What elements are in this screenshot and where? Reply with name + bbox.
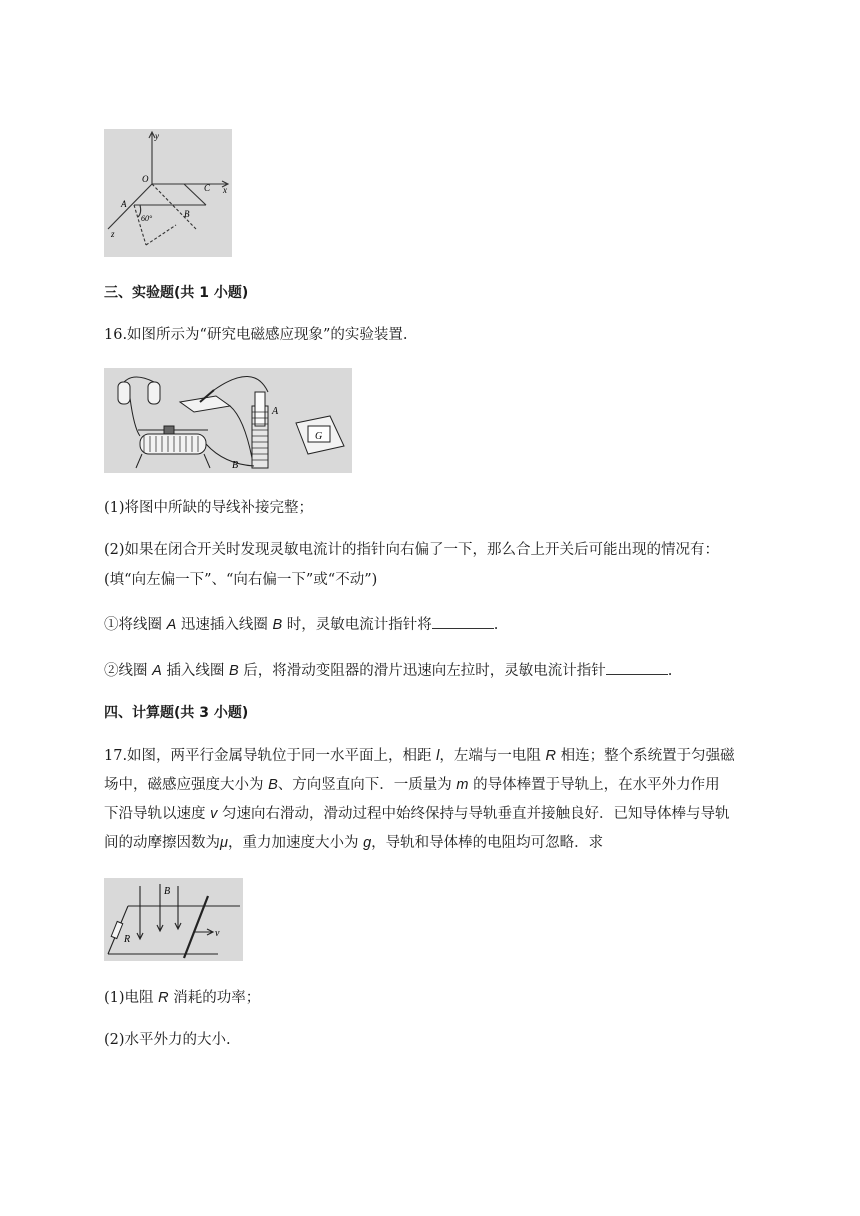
fig1-label-a: A (121, 199, 127, 209)
q17-line1: 17.如图，两平行金属导轨位于同一水平面上，相距 l，左端与一电阻 R 相连；整个系统置于匀强磁 (104, 748, 735, 764)
induction-apparatus-figure (104, 368, 352, 473)
fig2-label-a: A (272, 406, 279, 417)
answer-blank-2[interactable] (606, 660, 668, 675)
fig1-label-x: x (223, 185, 227, 195)
section3-heading: 三、实验题(共 1 小题) (104, 285, 249, 301)
fig1-label-y: y (155, 131, 159, 141)
fig2-label-b: B (232, 460, 239, 471)
q17-line4: 间的动摩擦因数为μ，重力加速度大小为 g，导轨和导体棒的电阻均可忽略．求 (104, 835, 604, 851)
coordinate-figure (104, 129, 232, 257)
fig3-label-v: v (215, 928, 220, 939)
section4-heading: 四、计算题(共 3 小题) (104, 705, 249, 721)
fig1-label-angle: 60° (141, 214, 153, 223)
q16-part2-line2: (填“向左偏一下”、“向右偏一下”或“不动”) (104, 572, 378, 588)
fig2-label-g: G (315, 431, 323, 442)
q17-part1: (1)电阻 R 消耗的功率； (104, 990, 261, 1006)
q16-subquestion-1: ①将线圈 A 迅速插入线圈 B 时，灵敏电流计指针将 . (104, 614, 498, 635)
q16-subquestion-2: ②线圈 A 插入线圈 B 后，将滑动变阻器的滑片迅速向左拉时，灵敏电流计指针 . (104, 660, 672, 681)
q16-part1: (1)将图中所缺的导线补接完整； (104, 500, 314, 516)
fig1-label-b: B (184, 209, 190, 219)
q17-line3: 下沿导轨以速度 v 匀速向右滑动，滑动过程中始终保持与导轨垂直并接触良好．已知导体棒与导轨 (104, 806, 730, 822)
q17-part2: (2)水平外力的大小. (104, 1032, 231, 1048)
fig1-label-c: C (204, 183, 211, 193)
fig3-label-b: B (164, 886, 171, 897)
fig1-label-o: O (142, 174, 149, 184)
fig3-label-r: R (124, 934, 131, 945)
q17-line2: 场中，磁感应强度大小为 B、方向竖直向下．一质量为 m 的导体棒置于导轨上，在水平外力作用 (104, 777, 720, 793)
q16-part2-line1: (2)如果在闭合开关时发现灵敏电流计的指针向右偏了一下，那么合上开关后可能出现的情况有： (104, 542, 720, 558)
answer-blank-1[interactable] (432, 614, 494, 629)
q16-stem: 16.如图所示为“研究电磁感应现象”的实验装置. (104, 327, 408, 343)
fig1-label-z: z (111, 229, 115, 239)
rail-circuit-figure (104, 878, 243, 961)
